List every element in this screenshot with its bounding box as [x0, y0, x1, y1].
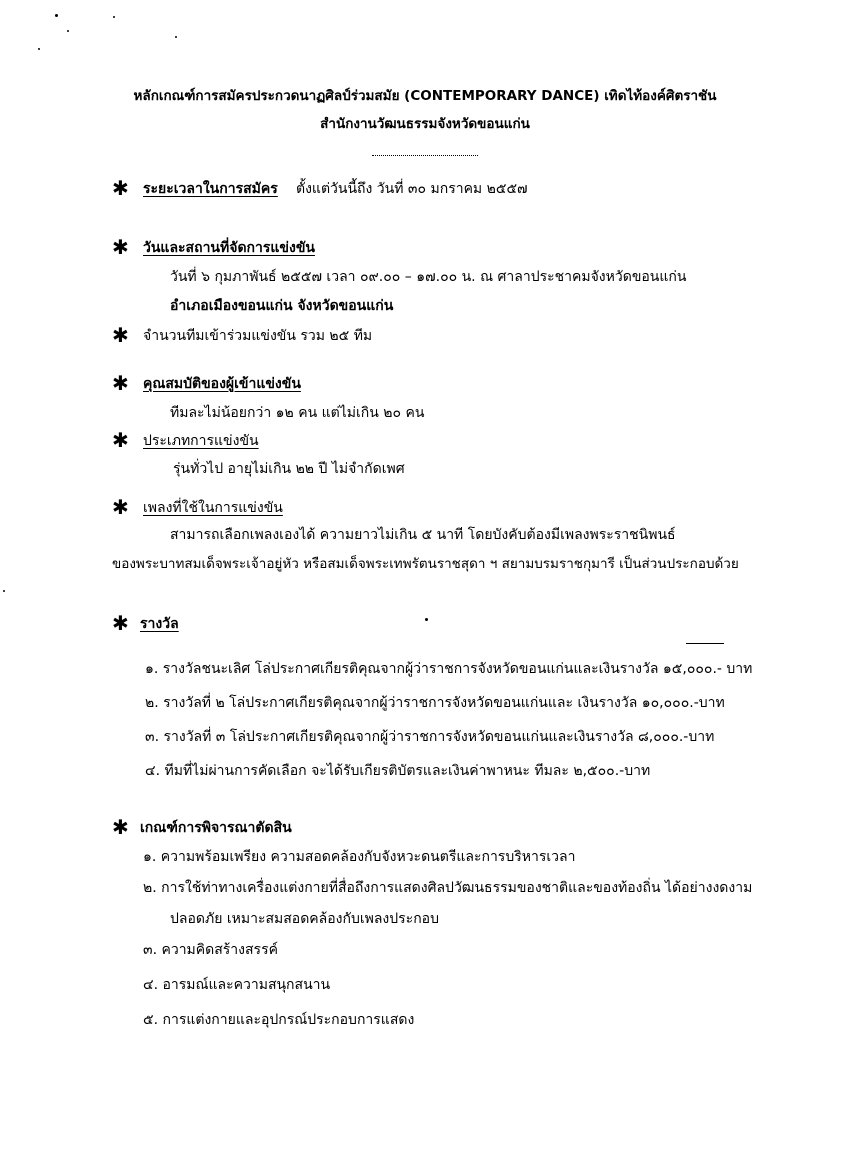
music-text-line-2: ของพระบาทสมเด็จพระเจ้าอยู่หัว หรือสมเด็จพระเทพรัตนราชสุดา ฯ สยามบรมราชกุมารี เป็นส่วนประกอบด้วย [112, 556, 739, 572]
asterisk-bullet-icon: ✱ [112, 176, 129, 200]
qualification-text: ทีมละไม่น้อยกว่า ๑๒ คน แต่ไม่เกิน ๒๐ คน [170, 405, 425, 421]
scan-speck [175, 36, 177, 38]
asterisk-bullet-icon: ✱ [112, 495, 129, 519]
document-title-line-2: สำนักงานวัฒนธรรมจังหวัดขอนแก่น [320, 116, 530, 132]
scan-speck [67, 30, 69, 32]
asterisk-bullet-icon: ✱ [112, 428, 129, 452]
qualification-heading: คุณสมบัติของผู้เข้าแข่งขัน [143, 376, 301, 392]
prize-item: ๓. รางวัลที่ ๓ โล่ประกาศเกียรติคุณจากผู้ว่าราชการจังหวัดขอนแก่นและเงินรางวัล ๘,๐๐๐.-บาท [145, 729, 715, 745]
scan-speck [38, 48, 40, 50]
scan-speck [55, 14, 58, 17]
venue-location: อำเภอเมืองขอนแก่น จังหวัดขอนแก่น [170, 298, 394, 314]
criteria-item: ๒. การใช้ท่าทางเครื่องแต่งกายที่สื่อถึงการแสดงศิลปวัฒนธรรมของชาติและของท้องถิ่น ได้อย่างงดงาม [143, 880, 753, 896]
prizes-heading: รางวัล [140, 616, 179, 632]
category-heading: ประเภทการแข่งขัน [143, 433, 259, 449]
document-title-line-1: หลักเกณฑ์การสมัครประกวดนาฏศิลป์ร่วมสมัย (CONTEMPORARY DANCE) เทิดไท้องค์ศิตราชัน [133, 88, 717, 104]
criteria-item: ๕. การแต่งกายและอุปกรณ์ประกอบการแสดง [143, 1012, 415, 1028]
scan-mark [686, 643, 724, 644]
music-text-line-1: สามารถเลือกเพลงเองได้ ความยาวไม่เกิน ๕ นาที โดยบังคับต้องมีเพลงพระราชนิพนธ์ [170, 527, 676, 543]
category-text: รุ่นทั่วไป อายุไม่เกิน ๒๒ ปี ไม่จำกัดเพศ [173, 461, 405, 477]
title-separator [372, 155, 478, 156]
scan-speck [113, 16, 115, 18]
asterisk-bullet-icon: ✱ [112, 371, 129, 395]
prize-item: ๑. รางวัลชนะเลิศ โล่ประกาศเกียรติคุณจากผู้ว่าราชการจังหวัดขอนแก่นและเงินรางวัล ๑๕,๐๐๐.- บาท [145, 661, 753, 677]
asterisk-bullet-icon: ✱ [112, 611, 129, 635]
scan-speck [3, 590, 5, 592]
music-heading: เพลงที่ใช้ในการแข่งขัน [143, 500, 283, 516]
registration-text: ตั้งแต่วันนี้ถึง วันที่ ๓๐ มกราคม ๒๕๕๗ [296, 181, 528, 197]
criteria-item: ๔. อารมณ์และความสนุกสนาน [143, 977, 331, 993]
asterisk-bullet-icon: ✱ [112, 323, 129, 347]
criteria-item-continued: ปลอดภัย เหมาะสมสอดคล้องกับเพลงประกอบ [170, 911, 439, 927]
teams-count: จำนวนทีมเข้าร่วมแข่งขัน รวม ๒๕ ทีม [143, 328, 373, 344]
criteria-item: ๑. ความพร้อมเพรียง ความสอดคล้องกับจังหวะดนตรีและการบริหารเวลา [143, 849, 576, 865]
venue-heading: วันและสถานที่จัดการแข่งขัน [143, 240, 315, 256]
asterisk-bullet-icon: ✱ [112, 815, 129, 839]
venue-date-time: วันที่ ๖ กุมภาพันธ์ ๒๕๕๗ เวลา ๐๙.๐๐ – ๑๗.๐๐ น. ณ ศาลาประชาคมจังหวัดขอนแก่น [170, 269, 687, 285]
registration-heading: ระยะเวลาในการสมัคร [143, 181, 278, 197]
criteria-heading: เกณฑ์การพิจารณาตัดสิน [140, 820, 292, 836]
scan-speck [425, 618, 428, 621]
asterisk-bullet-icon: ✱ [112, 235, 129, 259]
prize-item: ๒. รางวัลที่ ๒ โล่ประกาศเกียรติคุณจากผู้ว่าราชการจังหวัดขอนแก่นและ เงินรางวัล ๑๐,๐๐๐.-บาท [145, 695, 725, 711]
prize-item: ๔. ทีมที่ไม่ผ่านการคัดเลือก จะได้รับเกียรติบัตรและเงินค่าพาหนะ ทีมละ ๒,๕๐๐.-บาท [145, 763, 651, 779]
criteria-item: ๓. ความคิดสร้างสรรค์ [143, 942, 278, 958]
